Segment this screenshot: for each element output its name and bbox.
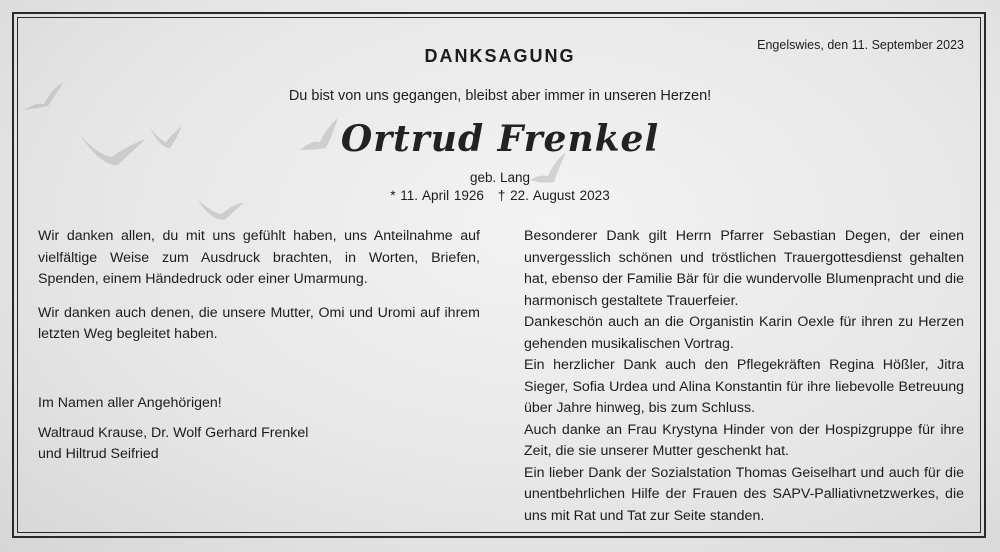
place-date: Engelswies, den 11. September 2023 [757,38,964,52]
deceased-name: Ortrud Frenkel [340,118,660,160]
thanks-paragraph: Dankeschön auch an die Organistin Karin Oexle für ihren zu Herzen gehenden musikalischen Vortrag. [524,314,964,352]
signatories-line: Waltraud Krause, Dr. Wolf Gerhard Frenkel [38,424,309,441]
thanks-paragraph: Wir danken allen, du mit uns gefühlt haben, uns Anteilnahme auf vielfältige Weise zum Ausdruck brachten, in Worten, Briefen, Spenden, einem Händedruck oder einer Umarmung. [38,228,480,287]
closing-line: Im Namen aller Angehörigen! [38,395,222,411]
thanks-paragraph: Ein herzlicher Dank auch den Pflegekräften Regina Hößler, Jitra Sieger, Sofia Urdea und Alina Konstantin für ihre liebevolle Betreuung über Jahre hinweg, bis zum Schluss. [524,357,964,416]
birth-date: * 11. April 1926 [390,188,484,203]
signatories-line: und Hiltrud Seifried [38,446,159,462]
left-column [38,226,480,358]
thanks-paragraph: Wir danken auch denen, die unsere Mutter, Omi und Uromi auf ihrem letzten Weg begleitet haben. [38,304,480,342]
right-column [524,226,964,527]
motto: Du bist von uns gegangen, bleibst aber immer in unseren Herzen! [288,88,712,104]
thanks-paragraph: Auch danke an Frau Krystyna Hinder von der Hospizgruppe für ihre Zeit, die sie unserer Mutter geschenkt hat. [524,421,964,459]
notice-title: DANKSAGUNG [424,46,576,66]
thanks-paragraph: Besonderer Dank gilt Herrn Pfarrer Sebastian Degen, der einen unvergesslich schönen und tröstlichen Trauergottesdienst gehalten hat, ebenso der Familie Bär für die wundervolle Blumenpracht und die harmonisch gestaltete Trauerfeier. [524,228,964,309]
signatories [38,423,478,466]
thanks-paragraph: Ein lieber Dank der Sozialstation Thomas Geiselhart und auch für die unentbehrlichen Hilfe der Frauen des SAPV-Palliativnetzwerkes, die uns mit Rat und Tat zur Seite standen. [524,464,964,524]
birth-name: geb. Lang [469,170,531,185]
signoff [38,393,478,466]
death-date: † 22. August 2023 [497,188,610,203]
life-dates [0,188,1000,203]
